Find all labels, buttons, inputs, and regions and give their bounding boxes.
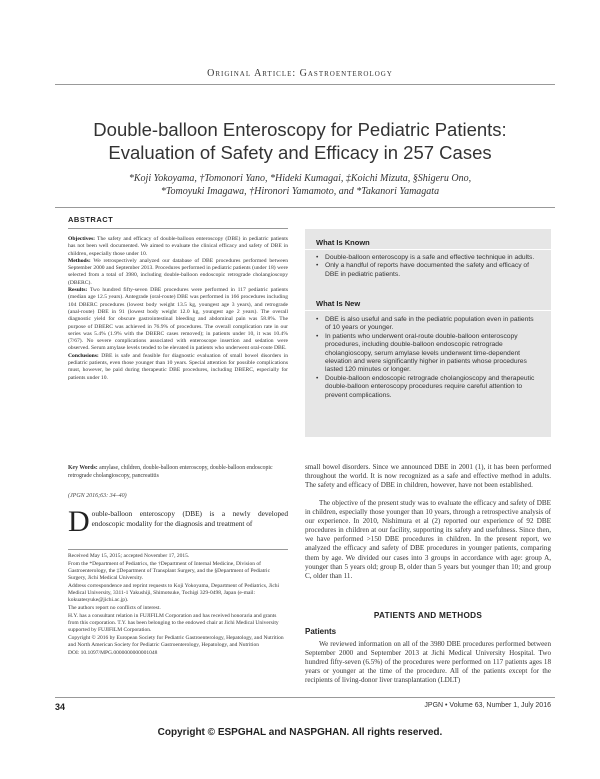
note-affiliations: From the *Department of Pediatrics, the †Department of Internal Medicine, Division of Gastroenterology, the ‡Department of Transplant Surgery, and the §Department of Pediatric Surgery, Jichi Medical University.: [68, 561, 271, 581]
note-correspondence: Address correspondence and reprint requests to Koji Yokoyama, Department of Pediatrics, Jichi Medical University, 3311-1 Yakushiji, Shimotsuke, Tochigi 329-0498, Japan (e-mail: kokuatesyuke@jichi.ac.jp).: [68, 583, 280, 603]
intro-text: ouble-balloon enteroscopy (DBE) is a newly developed endoscopic modality for the diagnosis and treatment of: [91, 509, 288, 528]
box-rule-new: [305, 310, 551, 311]
keywords: [68, 465, 288, 480]
abstract-results: [68, 287, 288, 353]
new-item: • In patients who underwent oral-route double-balloon enteroscopy procedures, including double-balloon endoscopic retrograde cholangioscopy, serum amylase levels underwent time-dependent elevation and were significantly higher in patients whose procedures lasted 120 minutes or longer.: [316, 333, 538, 375]
methods-text: We retrospectively analyzed our database of DBE procedures performed between September 2000 and September 2013. Procedures performed in pediatric patients (under 18) were selected from a total of 3980, including double-balloon endoscopic retrograde cholangioscopy (DBERC).: [68, 257, 288, 286]
intro-paragraph: [68, 505, 288, 538]
copyright-banner: Copyright © ESPGHAL and NASPGHAN. All rights reserved.: [157, 727, 443, 738]
patients-methods-heading: PATIENTS AND METHODS: [373, 611, 483, 620]
section-label: Original Article: Gastroenterology: [207, 68, 393, 79]
author-list: [60, 172, 540, 198]
methods-label: Methods:: [68, 257, 91, 264]
box-rule-known: [305, 249, 551, 250]
known-list: [316, 254, 538, 279]
objectives-label: Objectives:: [68, 236, 96, 242]
header-rule: [55, 84, 555, 85]
results-text: Two hundred fifty-seven DBE procedures were performed in 117 pediatric patients (median age 12.5 years). Antegrade (oral-route) DBE was performed in 166 procedures including 104 DBERC procedures (lowest body weight 13.5 kg, youngest age 3 years), and retrograde (anal-route) DBE in 91 (lowest body weight 12.0 kg, youngest age 2 years). The overall diagnostic yield for obscure gastrointestinal bleeding and abdominal pain was 58.8%. The purpose of DBERC was achieved in 76.9% of procedures. The overall complication rate in our series was 5.4% (1.9% with the DBERC cases removed); in patients under 10, it was 10.4% (7/67). No severe complications associated with enteroscope insertion and sedation were observed. Serum amylase levels tended to be elevated in patients who underwent oral-route DBE.: [68, 287, 288, 352]
body-paragraph-1: [305, 463, 551, 490]
abstract-body: [68, 236, 288, 382]
body-p1-text: small bowel disorders. Since we announced DBE in 2001 (1), it has been performed throughout the world. It is now recognized as a safe and effective method in adults. The safety and efficacy of DBE in children, however, have not been established.: [305, 463, 551, 490]
patients-subheading: Patients: [305, 627, 337, 636]
results-label: Results:: [68, 287, 88, 294]
new-list: [316, 316, 538, 400]
known-item: • Only a handful of reports have documented the safety and efficacy of DBE in pediatric patients.: [316, 262, 538, 279]
note-disclosure: H.Y. has a consultant relation in FUJIFILM Corporation and has received honoraria and grants from this corporation. T.Y. has been belonging to the endowed chair at Jichi Medical University supported by FUJIFILM Corporation.: [68, 613, 279, 633]
keywords-label: Key Words:: [68, 465, 98, 471]
new-item: • DBE is also useful and safe in the pediatric population even in patients of 10 years or younger.: [316, 316, 538, 333]
known-item: • Double-balloon enteroscopy is a safe and effective technique in adults.: [316, 254, 538, 262]
abstract-methods: [68, 258, 288, 287]
abstract-conclusions: [68, 353, 288, 382]
footer-rule: [55, 697, 555, 698]
journal-info: JPGN • Volume 63, Number 1, July 2016: [424, 702, 551, 709]
abstract-objectives: [68, 236, 288, 258]
title-line-1: Double-balloon Enteroscopy for Pediatric Patients:: [93, 119, 507, 140]
title-rule: [55, 207, 555, 208]
what-is-known-heading: What Is Known: [316, 238, 370, 247]
drop-cap: D: [68, 505, 90, 538]
what-is-new-heading: What Is New: [316, 299, 361, 308]
keywords-text: amylase, children, double-balloon enteroscopy, double-balloon endoscopic retrograde cholangioscopy, pancreatitis: [68, 465, 273, 479]
new-item: • Double-balloon endoscopic retrograde cholangioscopy and therapeutic double-balloon enteroscopy procedures require careful attention to prevent complications.: [316, 375, 538, 400]
authors-line-2: *Tomoyuki Imagawa, †Hironori Yamamoto, and *Takanori Yamagata: [160, 186, 440, 197]
authors-line-1: *Koji Yokoyama, †Tomonori Yano, *Hideki Kumagai, ‡Koichi Mizuta, §Shigeru Ono,: [128, 173, 472, 184]
journal-citation: (JPGN 2016;63: 34–40): [68, 493, 127, 499]
note-copyright: Copyright © 2016 by European Society for Pediatric Gastroenterology, Hepatology, and Nutrition and North American Society for Pediatric Gastroenterology, Hepatology, and Nutrition: [68, 635, 284, 648]
conclusions-text: DBE is safe and feasible for diagnostic evaluation of small bowel disorders in pediatric patients, even those younger than 10 years. Special attention for possible complications must, however, be paid during therapeutic DBE procedures, including DBERC, especially for patients under 10.: [68, 352, 289, 381]
title-line-2: Evaluation of Safety and Efficacy in 257 Cases: [108, 142, 492, 163]
body-paragraph-2: [305, 499, 551, 581]
body-paragraph-3: [305, 640, 551, 685]
conclusions-label: Conclusions:: [68, 352, 99, 359]
abstract-heading: ABSTRACT: [68, 215, 114, 224]
abstract-rule: [68, 228, 288, 229]
note-received: Received May 15, 2015; accepted November 17, 2015.: [68, 553, 190, 559]
body-p2-text: The objective of the present study was to evaluate the efficacy and safety of DBE in children, especially those younger than 10 years, through a retrospective analysis of our experience. In 2010, Nishimura et al (2) reported our experience of 92 DBE procedures in children at our facility, supporting its safety and usefulness. Since then, we have performed >150 DBE procedures in children. In the present report, we analyzed the efficacy and safety of DBE procedures in younger patients, comparing them by age. We divided our cases into 3 groups in accordance with age: group A, younger than 5 years old; group B, older than 5 years but younger than 10; and group C, older than 11.: [305, 499, 551, 580]
footnotes: [68, 549, 288, 658]
note-doi: DOI: 10.1097/MPG.0000000000001048: [68, 650, 158, 656]
body-p3-text: We reviewed information on all of the 3980 DBE procedures performed between September 2000 and September 2013 at Jichi Medical University Hospital. Two hundred fifty-seven (6.5%) of the procedures were performed on 117 patients ages 18 years or younger at the time of the procedure. All of the patients except for the recipients of living-donor liver transplantation (LDLT): [305, 640, 551, 685]
page-number: 34: [55, 702, 66, 712]
note-conflicts: The authors report no conflicts of interest.: [68, 605, 161, 611]
objectives-text: The safety and efficacy of double-balloon enteroscopy (DBE) in pediatric patients has not been well documented. We aimed to evaluate the clinical efficacy and safety of DBE in children, especially those under 10.: [68, 236, 288, 257]
article-title: [60, 118, 540, 164]
